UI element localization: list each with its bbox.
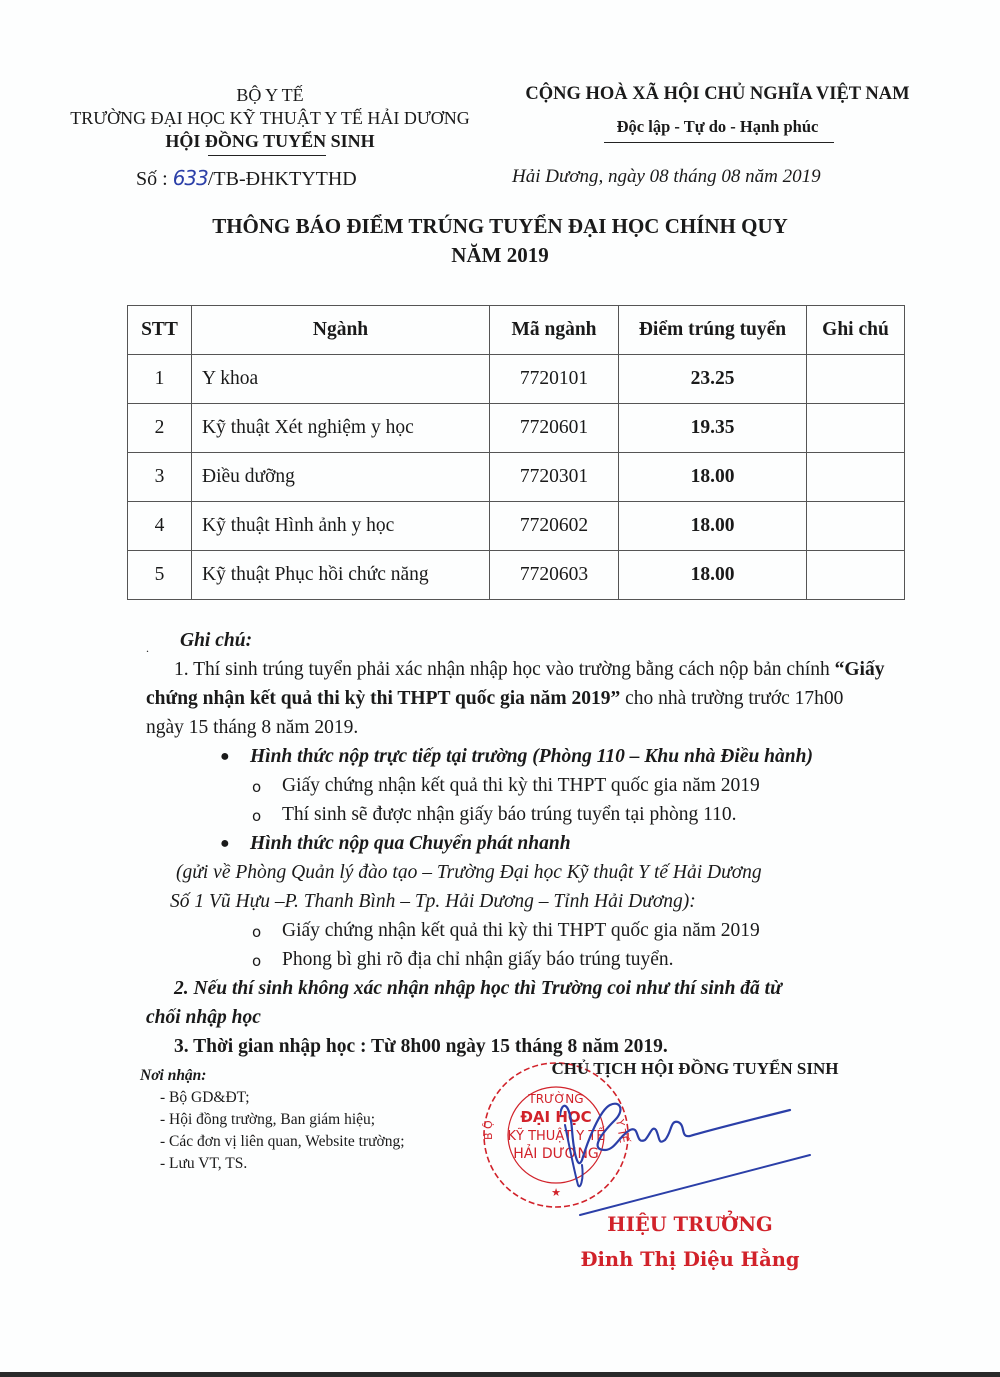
svg-text:B Ộ: B Ộ [482,1120,495,1140]
list-item [146,800,886,829]
circle-bullet-icon: o [252,807,262,825]
document-number [136,166,357,191]
col-header-score: Điểm trúng tuyển [619,306,807,355]
list-item [146,771,886,800]
recipients-heading: Nơi nhận: [140,1067,207,1084]
handwritten-signature-icon [560,1090,860,1220]
list-item [146,916,886,945]
note-item-1-deadline: cho nhà trường trước 17h00 ngày 15 tháng 8 năm 2019. [146,688,844,738]
notes-section [146,626,886,1061]
cell-major: Y khoa [192,355,490,404]
signatory-name: Đinh Thị Diệu Hằng [580,1248,800,1271]
title-line-1: THÔNG BÁO ĐIỂM TRÚNG TUYỂN ĐẠI HỌC CHÍNH QUY [212,214,788,238]
table-row [128,355,905,404]
note-item-2-line-2: chối nhập học [146,1007,261,1028]
list-item [146,945,886,974]
recipient-item: - Lưu VT, TS. [160,1155,248,1172]
title-line-2: NĂM 2019 [451,243,549,267]
bullet-icon: ● [220,748,230,765]
issuer-divider [208,155,326,156]
issuer-block [50,84,490,153]
cell-major: Kỹ thuật Xét nghiệm y học [192,404,490,453]
place-date: Hải Dương, ngày 08 tháng 08 năm 2019 [512,166,821,187]
mailing-address-line-1: (gửi về Phòng Quản lý đào tạo – Trường Đại học Kỹ thuật Y tế Hải Dương [176,862,762,883]
document-number-label: Số : [136,168,168,190]
cell-score: 18.00 [619,502,807,551]
cell-major-code: 7720601 [490,404,619,453]
submission-method-express [146,829,886,858]
cell-stt: 1 [128,355,192,404]
svg-text:Y TẾ: Y TẾ [613,1118,630,1145]
signatory-role: HIỆU TRƯỞNG [607,1213,773,1236]
circle-bullet-icon: o [252,952,262,970]
recipients-block [140,1065,405,1175]
recipient-item: - Hội đồng trường, Ban giám hiệu; [160,1111,376,1128]
document-title [100,212,900,270]
submission-method-direct [146,742,886,771]
recipient-item: - Bộ GD&ĐT; [160,1089,250,1106]
submission-method-direct-label: Hình thức nộp trực tiếp tại trường (Phòng 110 – Khu nhà Điều hành) [250,746,813,767]
cell-major-code: 7720301 [490,453,619,502]
cell-score: 18.00 [619,453,807,502]
list-item-text: Thí sinh sẽ được nhận giấy báo trúng tuyển tại phòng 110. [282,804,737,825]
nation-name: CỘNG HOÀ XÃ HỘI CHỦ NGHĨA VIỆT NAM [525,84,910,104]
circle-bullet-icon: o [252,923,262,941]
cell-notes [807,404,905,453]
school-name: TRƯỜNG ĐẠI HỌC KỸ THUẬT Y TẾ HẢI DƯƠNG [70,108,470,128]
admission-scores-table [127,305,905,600]
svg-text:ĐẠI HỌC: ĐẠI HỌC [520,1108,592,1126]
note-item-2-line-1: 2. Nếu thí sinh không xác nhận nhập học thì Trường coi như thí sinh đã từ [174,978,782,999]
table-row [128,502,905,551]
list-item-text: Giấy chứng nhận kết quả thi kỳ thi THPT quốc gia năm 2019 [282,920,760,941]
ministry-name: BỘ Y TẾ [236,85,304,105]
col-header-notes: Ghi chú [807,306,905,355]
notes-heading: Ghi chú: [180,630,253,651]
cell-stt: 4 [128,502,192,551]
svg-text:★: ★ [551,1186,561,1199]
national-motto: Độc lập - Tự do - Hạnh phúc [616,117,819,136]
cell-major-code: 7720603 [490,551,619,600]
cell-major-code: 7720602 [490,502,619,551]
svg-text:KỸ THUẬT Y TẾ: KỸ THUẬT Y TẾ [507,1129,605,1144]
note-item-1-document-name: “Giấy chứng nhận kết quả thi kỳ thi THPT quốc gia năm 2019” [146,659,885,709]
cell-notes [807,551,905,600]
note-item-1-text: 1. Thí sinh trúng tuyển phải xác nhận nhập học vào trường bằng cách nộp bản chính [174,659,835,680]
mailing-address-line-2: Số 1 Vũ Hựu –P. Thanh Bình – Tp. Hải Dương – Tỉnh Hải Dương): [170,891,696,912]
submission-method-express-label: Hình thức nộp qua Chuyển phát nhanh [250,833,571,854]
col-header-major: Ngành [192,306,490,355]
cell-stt: 3 [128,453,192,502]
council-name: HỘI ĐỒNG TUYỂN SINH [165,131,375,151]
cell-major-code: 7720101 [490,355,619,404]
table-row [128,404,905,453]
table-row [128,551,905,600]
cell-score: 19.35 [619,404,807,453]
document-number-suffix: /TB-ĐHKTYTHD [207,168,357,190]
table-row [128,453,905,502]
recipient-item: - Các đơn vị liên quan, Website trường; [160,1133,405,1150]
list-item-text: Giấy chứng nhận kết quả thi kỳ thi THPT quốc gia năm 2019 [282,775,760,796]
col-header-major-code: Mã ngành [490,306,619,355]
cell-score: 23.25 [619,355,807,404]
cell-notes [807,502,905,551]
cell-stt: 2 [128,404,192,453]
scan-edge [0,1372,1000,1377]
cell-major: Kỹ thuật Phục hồi chức năng [192,551,490,600]
signatory-title: CHỦ TỊCH HỘI ĐỒNG TUYỂN SINH [551,1059,839,1078]
cell-major: Kỹ thuật Hình ảnh y học [192,502,490,551]
svg-text:TRƯỜNG: TRƯỜNG [528,1092,584,1106]
col-header-stt: STT [128,306,192,355]
bullet-icon: ● [220,835,230,852]
svg-text:HẢI DƯƠNG: HẢI DƯƠNG [513,1146,599,1162]
stray-dot: . [146,641,149,655]
table-header-row [128,306,905,355]
list-item-text: Phong bì ghi rõ địa chỉ nhận giấy báo trúng tuyển. [282,949,674,970]
cell-major: Điều dưỡng [192,453,490,502]
cell-stt: 5 [128,551,192,600]
cell-notes [807,355,905,404]
motto-divider [604,142,834,143]
note-item-3: 3. Thời gian nhập học : Từ 8h00 ngày 15 tháng 8 năm 2019. [174,1036,668,1057]
national-heading [500,82,935,138]
circle-bullet-icon: o [252,778,262,796]
document-number-handwritten: 633 [172,166,208,190]
cell-notes [807,453,905,502]
note-item-1 [146,655,886,742]
cell-score: 18.00 [619,551,807,600]
